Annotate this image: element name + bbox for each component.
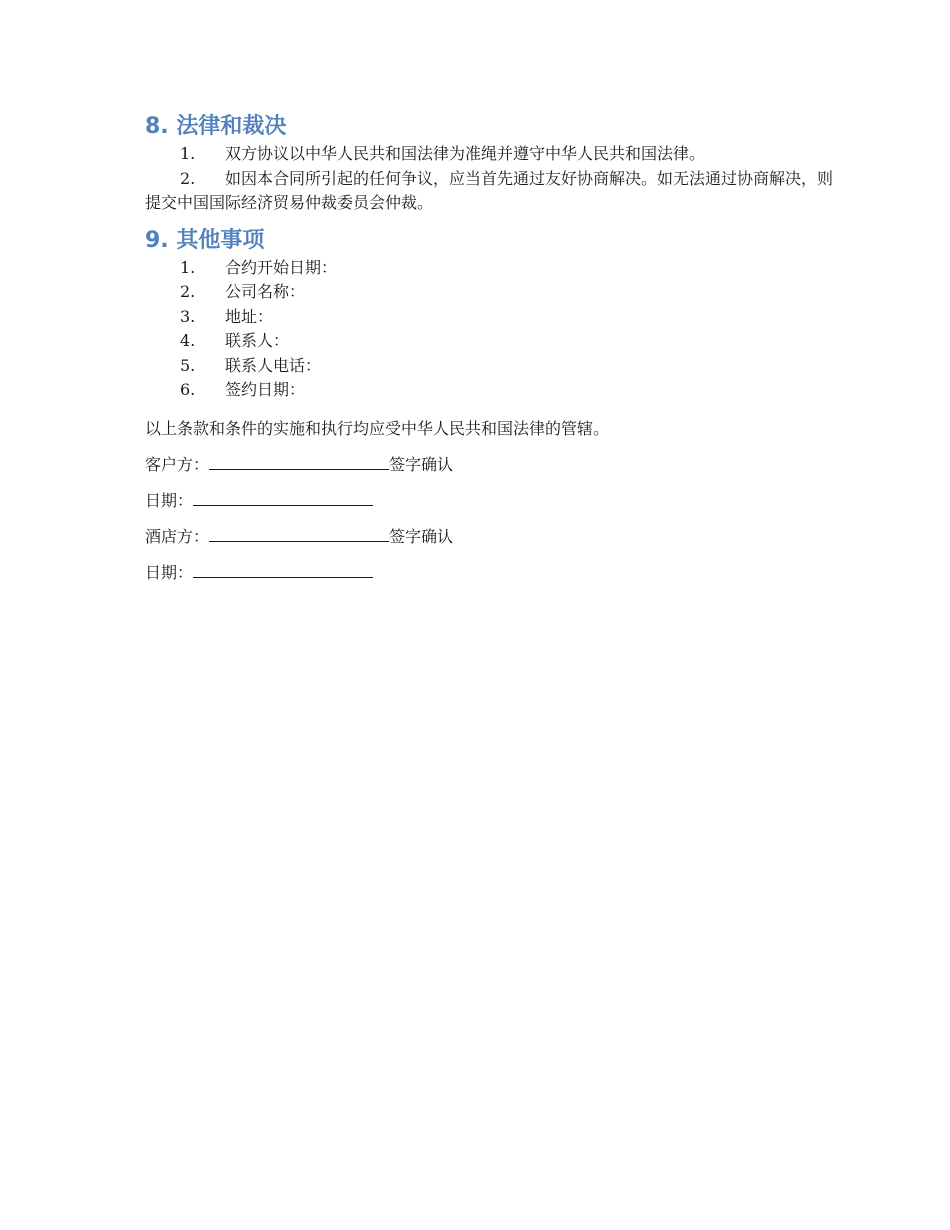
document-page xyxy=(145,112,845,585)
client-label: 客户方： xyxy=(145,454,210,474)
list-number: 5. xyxy=(180,355,196,375)
list-item xyxy=(145,167,845,216)
hotel-confirm-text: 签字确认 xyxy=(389,526,454,546)
list-text: 联系人电话： xyxy=(225,355,322,375)
closing-statement: 以上条款和条件的实施和执行均应受中华人民共和国法律的管辖。 xyxy=(145,418,610,438)
list-number: 3. xyxy=(180,306,196,326)
list-text: 合约开始日期： xyxy=(225,257,338,277)
client-date-line xyxy=(145,489,845,513)
section-8-list xyxy=(145,142,845,216)
hotel-date-line xyxy=(145,561,845,585)
hotel-signature-blank[interactable] xyxy=(209,525,389,542)
client-signature-line xyxy=(145,453,845,477)
section-9-list xyxy=(145,256,845,403)
list-item xyxy=(145,142,845,167)
list-text: 联系人： xyxy=(225,331,290,350)
list-item xyxy=(145,378,845,403)
hotel-signature-line xyxy=(145,525,845,549)
list-text: 地址： xyxy=(225,306,274,326)
client-date-blank[interactable] xyxy=(193,489,373,506)
list-item xyxy=(145,354,845,379)
list-text: 双方协议以中华人民共和国法律为准绳并遵守中华人民共和国法律。 xyxy=(225,144,706,163)
date-label: 日期： xyxy=(145,562,194,582)
section-8-heading: 8. 法律和裁决 xyxy=(145,114,287,139)
list-item xyxy=(145,280,845,305)
section-9-heading: 9. 其他事项 xyxy=(145,227,265,253)
list-text: 签约日期： xyxy=(225,380,306,399)
list-number: 6. xyxy=(180,380,196,399)
list-item xyxy=(145,305,845,330)
list-number: 1. xyxy=(180,144,196,163)
list-number: 2. xyxy=(180,168,196,188)
hotel-label: 酒店方： xyxy=(145,526,210,546)
date-label: 日期： xyxy=(145,490,194,510)
list-number: 1. xyxy=(180,257,196,277)
list-number: 2. xyxy=(180,282,196,301)
hotel-date-blank[interactable] xyxy=(193,561,373,578)
list-text: 公司名称： xyxy=(225,282,306,301)
client-confirm-text: 签字确认 xyxy=(389,454,454,474)
client-signature-blank[interactable] xyxy=(209,453,389,470)
list-number: 4. xyxy=(180,331,196,350)
list-item xyxy=(145,256,845,281)
list-item xyxy=(145,329,845,354)
list-text: 如因本合同所引起的任何争议，应当首先通过友好协商解决。如无法通过协商解决，则提交中国国际经济贸易仲裁委员会仲裁。 xyxy=(145,168,834,212)
